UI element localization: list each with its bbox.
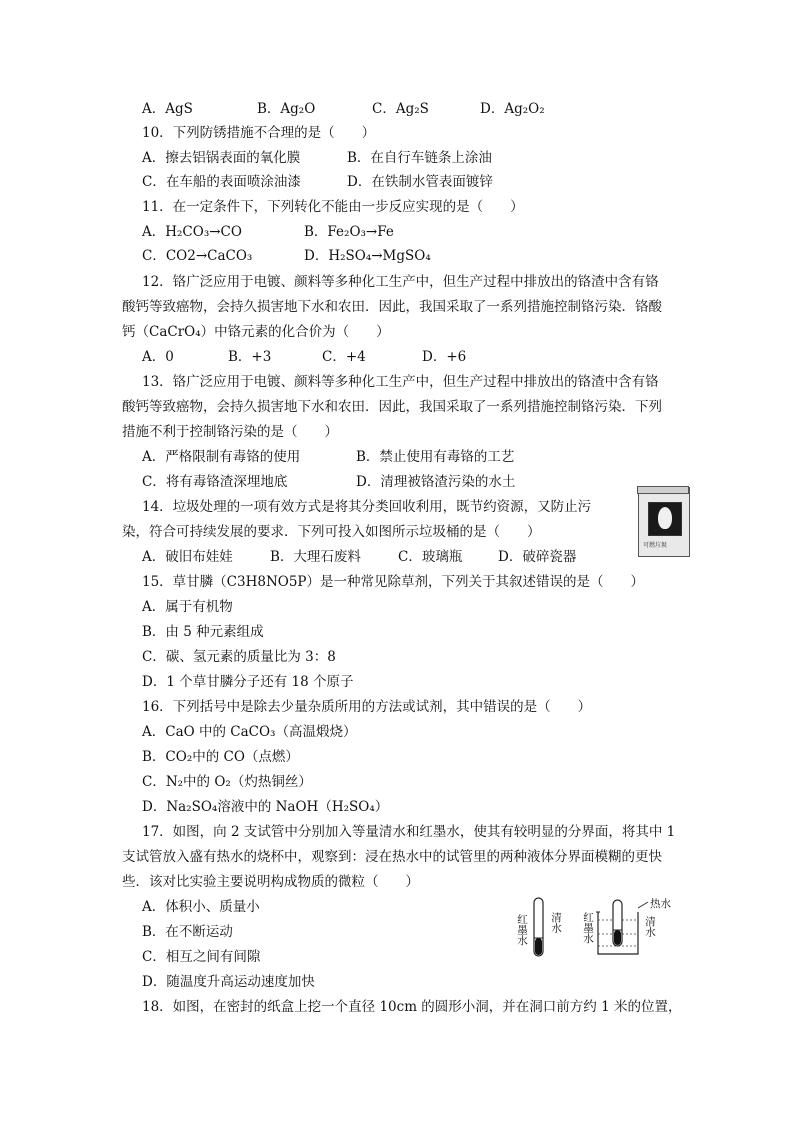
- q13-option-c: C．将有毒铬渣深埋地底: [142, 474, 288, 490]
- q17-option-c: C．相互之间有间隙: [142, 949, 261, 965]
- red-ink-label-right: 红墨水: [582, 912, 594, 944]
- q12-line2: 酸钙等致癌物，会持久损害地下水和农田．因此，我国采取了一系列措施控制铬污染．铬酸: [122, 299, 662, 315]
- q13-row2: [142, 472, 515, 492]
- red-ink-label-left: 红墨水: [516, 914, 528, 946]
- bin-lid: [637, 486, 689, 494]
- q12-option-c: C．+4: [322, 349, 366, 365]
- q13-line1: 13．铬广泛应用于电镀、颜料等多种化工生产中，但生产过程中排放出的铬渣中含有铬: [142, 374, 659, 390]
- q13-option-d: D．清理被铬渣污染的水土: [356, 474, 516, 490]
- hot-water-label: 热水: [650, 898, 671, 910]
- q14-line2: 染，符合可持续发展的要求．下列可投入如图所示垃圾桶的是（ ）: [122, 524, 541, 540]
- q16-option-b: B．CO₂中的 CO（点燃）: [142, 749, 299, 765]
- recycling-bin-image: [638, 487, 690, 557]
- q10-row1: [142, 148, 492, 168]
- q18-line1: 18．如图，在密封的纸盒上挖一个直径 10cm 的圆形小洞，并在洞口前方约 1 米的位置，: [142, 999, 682, 1015]
- q12-line3: 钙（CaCrO₄）中铬元素的化合价为（ ）: [122, 324, 390, 340]
- q17-line3: 些．该对比实验主要说明构成物质的微粒（ ）: [122, 874, 419, 890]
- test-tube-diagram: [510, 890, 680, 970]
- q16-option-a: A．CaO 中的 CaCO₃（高温煅烧）: [142, 724, 357, 740]
- q13-option-b: B．禁止使用有毒铬的工艺: [356, 449, 515, 465]
- q9-option-a: A．AgS: [142, 101, 193, 117]
- q13-line2: 酸钙等致癌物，会持久损害地下水和农田．因此，我国采取了一系列措施控制铬污染．下列: [122, 399, 662, 415]
- q12-options: [142, 347, 466, 367]
- q17-option-b: B．在不断运动: [142, 924, 233, 940]
- q15-option-d: D．1 个草甘膦分子还有 18 个原子: [142, 674, 354, 690]
- q17-line1: 17．如图，向 2 支试管中分别加入等量清水和红墨水，使其有较明显的分界面，将其中 1: [142, 824, 676, 840]
- q10-option-a: A．擦去铝锅表面的氧化膜: [142, 150, 301, 166]
- q17-option-d: D．随温度升高运动速度加快: [142, 974, 315, 990]
- q9-options: [142, 99, 545, 119]
- q10-option-d: D．在铁制水管表面镀锌: [347, 174, 493, 190]
- q14-options: [142, 547, 576, 567]
- q12-option-a: A．0: [142, 349, 174, 365]
- q10-stem: 10．下列防锈措施不合理的是（ ）: [142, 125, 376, 141]
- q9-option-b: B．Ag₂O: [257, 101, 316, 117]
- q14-option-a: A．破旧布娃娃: [142, 549, 233, 565]
- q11-option-b: B．Fe₂O₃→Fe: [304, 224, 394, 240]
- q12-option-d: D．+6: [422, 349, 467, 365]
- q16-option-c: C．N₂中的 O₂（灼热铜丝）: [142, 774, 312, 790]
- q10-row2: [142, 172, 493, 192]
- q15-option-a: A．属于有机物: [142, 599, 233, 615]
- q14-option-b: B．大理石废料: [270, 549, 361, 565]
- q11-option-c: C．CO2→CaCO₃: [142, 248, 253, 264]
- q13-row1: [142, 447, 514, 467]
- bin-label: 可燃垃圾: [643, 542, 668, 549]
- q14-option-d: D．破碎瓷器: [498, 549, 577, 565]
- q17-line2: 支试管放入盛有热水的烧杯中，观察到：浸在热水中的试管里的两种液体分界面模糊的更快: [122, 849, 662, 865]
- q13-option-a: A．严格限制有毒铬的使用: [142, 449, 301, 465]
- q11-option-d: D．H₂SO₄→MgSO₄: [304, 248, 431, 264]
- clear-water-label-right: 清水: [644, 916, 656, 937]
- q11-row2: [142, 246, 431, 266]
- q15-option-c: C．碳、氢元素的质量比为 3：8: [142, 649, 336, 665]
- q11-stem: 11．在一定条件下，下列转化不能由一步反应实现的是（ ）: [142, 199, 524, 215]
- q10-option-b: B．在自行车链条上涂油: [347, 150, 492, 166]
- clear-water-label-left: 清水: [550, 912, 562, 933]
- q15-option-b: B．由 5 种元素组成: [142, 624, 264, 640]
- flame-icon: [648, 502, 682, 536]
- q10-option-c: C．在车船的表面喷涂油漆: [142, 174, 301, 190]
- q14-line1: 14．垃圾处理的一项有效方式是将其分类回收利用，既节约资源，又防止污: [142, 499, 592, 515]
- q13-line3: 措施不利于控制铬污染的是（ ）: [122, 424, 338, 440]
- q12-option-b: B．+3: [228, 349, 272, 365]
- q11-option-a: A．H₂CO₃→CO: [142, 224, 242, 240]
- q14-option-c: C．玻璃瓶: [398, 549, 463, 565]
- q17-option-a: A．体积小、质量小: [142, 899, 260, 915]
- q9-option-c: C．Ag₂S: [372, 101, 429, 117]
- q15-stem: 15．草甘膦（C3H8NO5P）是一种常见除草剂，下列关于其叙述错误的是（ ）: [142, 574, 645, 590]
- q12-line1: 12．铬广泛应用于电镀、颜料等多种化工生产中，但生产过程中排放出的铬渣中含有铬: [142, 274, 659, 290]
- q16-option-d: D．Na₂SO₄溶液中的 NaOH（H₂SO₄）: [142, 799, 389, 815]
- q11-row1: [142, 222, 394, 242]
- q16-stem: 16．下列括号中是除去少量杂质所用的方法或试剂，其中错误的是（ ）: [142, 699, 592, 715]
- q9-option-d: D．Ag₂O₂: [480, 101, 545, 117]
